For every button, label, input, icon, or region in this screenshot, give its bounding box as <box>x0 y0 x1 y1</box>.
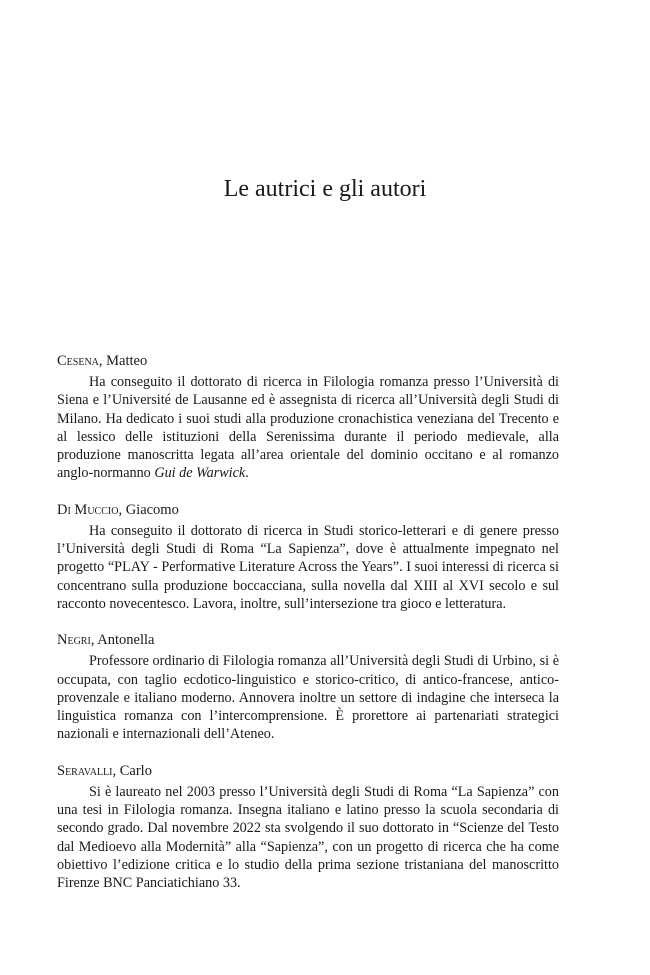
author-given-name: Matteo <box>106 353 148 369</box>
author-entry-di-muccio <box>57 501 559 613</box>
author-bios <box>57 352 559 911</box>
author-name: Cesena, Matteo <box>57 353 148 369</box>
author-name: Seravalli, Carlo <box>57 762 152 779</box>
author-bio-text: Ha conseguito il dottorato di ricerca in Filologia romanza presso l’Università di Siena e l’Université de Lausanne ed è assegnista di ricerca all’Università degli Studi di Milano. Ha dedicato i suoi studi alla produzione cronachistica veneziana del Trecento e al lessico delle istituzioni della Serenissima durante il periodo medievale, alla produzione manoscritta legata all’area orientale del dominio occitano e al romanzo anglo-normanno <box>57 374 559 482</box>
author-entry-negri <box>57 631 559 743</box>
author-bio-end: . <box>245 465 249 482</box>
author-entry-seravalli <box>57 762 559 893</box>
author-bio: Si è laureato nel 2003 presso l’Università degli Studi di Roma “La Sapienza” con una tesi in Filologia romanza. Insegna italiano e latino presso la scuola secondaria di secondo grado. Dal novembre 2022 sta svolgendo il suo dottorato in “Scienze del Testo dal Medioevo alla Modernità” alla “Sapienza”, con un progetto di ricerca che ha come obiettivo l’edizione critica e lo studio della prima sezione tristaniana del manoscritto Firenze BNC Panciatichiano 33. <box>57 783 559 892</box>
page-title: Le autrici e gli autori <box>223 176 427 202</box>
author-bio <box>57 373 559 483</box>
author-given-name: Carlo <box>119 762 152 779</box>
author-bio-italic-title: Gui de Warwick <box>154 465 246 482</box>
author-name: Negri, Antonella <box>57 632 155 649</box>
author-surname: Negri <box>57 632 91 649</box>
author-bio: Ha conseguito il dottorato di ricerca in Studi storico-letterari e di genere presso l’Università degli Studi di Roma “La Sapienza”, dove è attualmente impegnato nel progetto “PLAY - Performative Literature Across the Years”. I suoi interessi di ricerca si concentrano sulla produzione boccacciana, sulla novella dal XIII al XVI secolo e sul racconto novecentesco. Lavora, inoltre, sull’intersezione tra gioco e letteratura. <box>57 522 559 612</box>
author-surname: Cesena <box>57 353 99 369</box>
author-given-name: Giacomo <box>125 501 179 518</box>
author-name: Di Muccio, Giacomo <box>57 501 179 518</box>
author-entry-cesena <box>57 352 559 483</box>
author-bio: Professore ordinario di Filologia romanza all’Università degli Studi di Urbino, si è occupata, con taglio ecdotico-linguistico e storico-critico, di antico-francese, antico-provenzale e italiano moderno. Annovera inoltre un settore di indagine che interseca la linguistica romanza con l’intercomprensione. È prorettore ai partenariati strategici nazionali e internazionali dell’Ateneo. <box>57 653 559 743</box>
author-given-name: Antonella <box>97 632 155 649</box>
author-surname: Di Muccio <box>57 501 119 518</box>
author-surname: Seravalli <box>57 762 113 779</box>
